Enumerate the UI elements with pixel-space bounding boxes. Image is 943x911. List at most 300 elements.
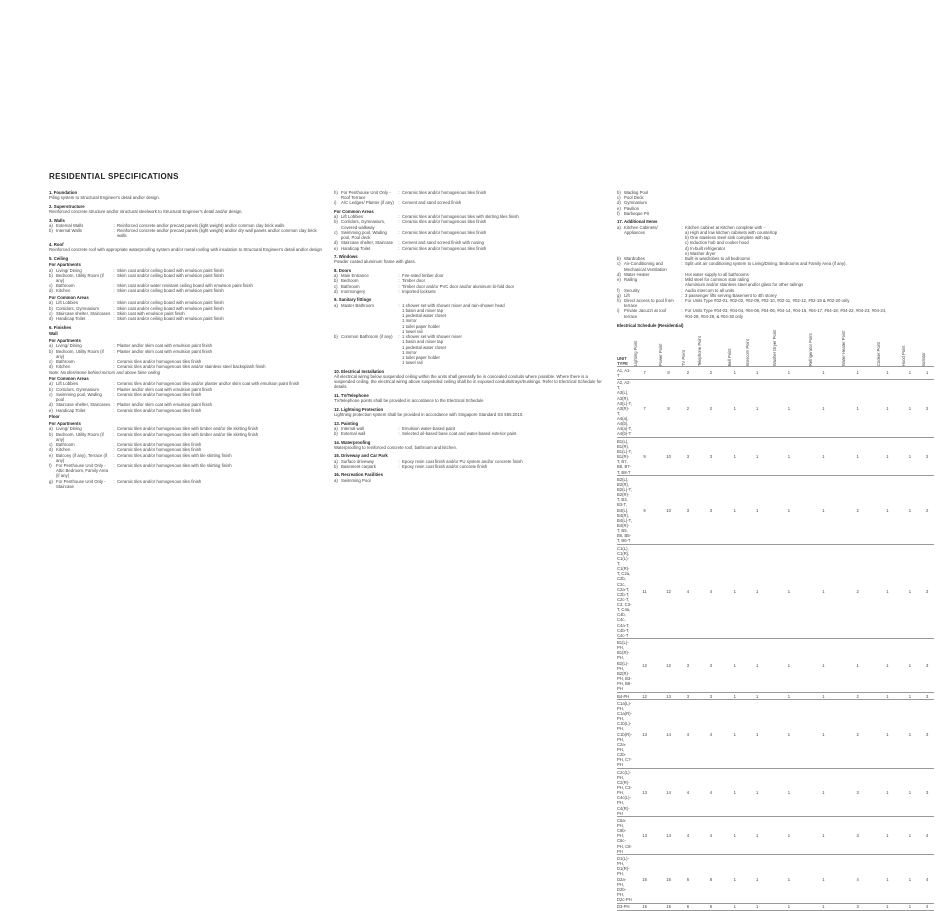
- count-cell: 4: [680, 817, 696, 855]
- item-name: Staircase shelter, Staircases: [56, 402, 111, 408]
- item-description: Skim coat and/or ceiling board with emulsion paint finish: [117, 305, 224, 311]
- column-header: [744, 330, 771, 367]
- count-cell: 1: [807, 639, 840, 692]
- count-cell: 1: [726, 476, 744, 545]
- item-letter: b): [49, 348, 53, 354]
- count-cell: 1: [807, 817, 840, 855]
- section-heading: 1. Foundation: [49, 190, 78, 195]
- spec-section: [49, 242, 322, 252]
- item-name: Railing: [624, 277, 638, 283]
- count-cell: 13: [632, 700, 657, 769]
- column-header-label: Cooker Point: [876, 341, 882, 367]
- spec-section: [334, 407, 604, 417]
- item-letter: c): [49, 310, 53, 316]
- column-header: [726, 330, 744, 367]
- count-cell: 16: [657, 855, 680, 903]
- count-cell: 4: [920, 855, 934, 903]
- column-header: [875, 330, 899, 367]
- item-description: Ceramic tiles and/or homogenous tiles with tile skirting finish: [117, 452, 232, 458]
- item-name: Gymnasium: [624, 200, 647, 206]
- item-description: Plaster and/or skim coat with emulsion paint finish: [117, 402, 213, 408]
- item-colon: :: [113, 364, 115, 370]
- spec-section: [617, 190, 893, 216]
- count-cell: 3: [920, 545, 934, 639]
- item-description: Ceramic tiles and/or homogenous tiles with tile skirting finish: [117, 463, 232, 468]
- count-cell: 3: [840, 817, 875, 855]
- item-description: Epoxy resin coat finish and/or concrete finish: [402, 463, 488, 469]
- item-description: Ceramic tiles and/or homogenous tiles finish: [402, 229, 487, 235]
- item-letter: c): [334, 283, 338, 289]
- item-letter: a): [334, 458, 338, 464]
- count-cell: 1: [726, 639, 744, 692]
- section-note: Note: No tiles/stone behind mirrors and above false ceiling: [49, 369, 161, 375]
- item-description: Imported locksets: [402, 288, 436, 294]
- spec-item: [49, 463, 322, 479]
- column-header: [632, 330, 657, 367]
- count-cell: 1: [771, 769, 807, 817]
- unit-type-cell: A1, A1-T: [617, 367, 631, 378]
- item-description: Plaster and/or skim coat with emulsion paint finish: [117, 386, 213, 392]
- item-description: Ceramic tiles and/or homogenous tiles and/or plaster and/or skim coat with emulsion paint finish: [117, 381, 300, 387]
- table-row: [617, 700, 934, 769]
- item-letter: d): [49, 316, 53, 322]
- item-description: Reinforced concrete and/or precast panels (light weight) and/or dry wall panels and/or common clay brick walls: [117, 228, 317, 239]
- section-heading: 14. Waterproofing: [334, 439, 371, 445]
- count-cell: 1: [900, 903, 921, 910]
- item-description: Ceramic tiles and/or homogenous tiles with skirting tiles finish: [402, 214, 519, 220]
- count-cell: 1: [771, 817, 807, 855]
- item-colon: :: [398, 458, 400, 464]
- item-colon: :: [398, 463, 400, 469]
- item-name: Direct access to pool from terrace: [624, 297, 674, 309]
- column-header: [657, 330, 680, 367]
- item-name: Pavilion: [624, 205, 640, 211]
- spec-section: [334, 421, 604, 437]
- spec-item: [334, 219, 604, 229]
- count-cell: 1: [900, 438, 921, 476]
- item-name: Swimming Pool: [341, 477, 371, 483]
- item-name: Staircase shelter, Staircases: [56, 310, 111, 316]
- section-text: Piling system to Structural Engineer's detail and/or design.: [49, 195, 160, 201]
- count-cell: 1: [807, 379, 840, 438]
- item-colon: :: [113, 402, 115, 408]
- item-description: 1 shower set with shower mixer 1 basin and mixer tap 1 pedestal water closet 1 mirror 1 toilet paper holder 1 towel rail: [402, 334, 462, 366]
- item-description: Emulsion water-based paint: [402, 425, 456, 431]
- unit-type-cell: A2, A2-T, A3(L), A3(R), A3(L)-T, A3(R)-T, A4(a), A4(b), A4(a)-T, A4(b)-T: [617, 380, 632, 437]
- spec-item: [334, 289, 604, 294]
- item-description: Timber door and/or PVC door and/or aluminum bi-fold door: [402, 283, 515, 289]
- item-name: Handicap Toilet: [56, 316, 86, 322]
- count-cell: 1: [744, 692, 771, 699]
- item-colon: :: [113, 288, 115, 294]
- spec-item: [49, 273, 322, 283]
- item-name: Staircase shelter, Staircase: [341, 240, 394, 246]
- spec-item: [49, 316, 322, 321]
- count-cell: 1: [875, 367, 899, 379]
- item-colon: :: [113, 407, 115, 413]
- item-name: Bedroom, Utility Room (if any): [56, 272, 104, 283]
- item-colon: :: [681, 256, 683, 262]
- section-text: Lightning protection system shall be provided in accordance with Singapore Standard SS 555:2010.: [334, 411, 524, 417]
- spec-item: [49, 349, 322, 359]
- item-letter: d): [617, 200, 621, 206]
- subsection-heading: For Apartments: [49, 338, 81, 344]
- spec-section: [334, 369, 604, 390]
- item-description: Ceramic tiles and/or homogenous tiles finish: [117, 407, 202, 413]
- column-header: [920, 330, 934, 367]
- unit-type-cell: C1(L), C1(R), C1(L)-T, C1(R)-T, C2a, C2b, C2c, C2a-T, C2b-T, C2c-T, C3, C3-T, C4a, C4b, C4c, C4a-T, C4b-T, C4c-T: [617, 545, 632, 638]
- count-cell: 1: [771, 903, 807, 910]
- column-header: [807, 330, 840, 367]
- count-cell: 10: [657, 438, 680, 476]
- count-cell: 3: [920, 700, 934, 769]
- spec-item: [49, 392, 322, 402]
- count-cell: 1: [875, 379, 899, 438]
- count-cell: 1: [807, 700, 840, 769]
- count-cell: 1: [900, 692, 921, 699]
- unit-type-cell: C1a(L)-PH, C1a(R)-PH, C1b(L)-PH, C1b(R)-PH, C2a-PH, C2b-PH, C7-PH: [617, 700, 632, 768]
- item-letter: d): [334, 288, 338, 294]
- item-description: For Units Type #02-01, #02-02, #02-09, #02-10, #02-11, #02-12, #02-19 & #02-20 only: [685, 297, 850, 303]
- spec-item: [334, 478, 604, 483]
- unit-type-cell: D3-PH: [617, 903, 632, 910]
- item-colon: :: [113, 343, 115, 349]
- item-description: Ceramic tiles and/or homogenous tiles finish: [402, 190, 487, 195]
- table-row: [617, 367, 934, 379]
- item-name: Surface driveway: [341, 458, 374, 464]
- item-colon: :: [398, 278, 400, 284]
- item-letter: e): [617, 205, 621, 211]
- count-cell: 1: [875, 692, 899, 699]
- item-colon: :: [113, 283, 115, 289]
- count-cell: 4: [920, 903, 934, 910]
- count-cell: 1: [744, 903, 771, 910]
- count-cell: 12: [657, 545, 680, 639]
- count-cell: 1: [900, 379, 921, 438]
- section-heading: 6. Finishes: [49, 324, 72, 330]
- item-letter: e): [49, 452, 53, 458]
- count-cell: 1: [840, 438, 875, 476]
- item-name: Bathroom: [56, 442, 75, 448]
- item-name: External Walls: [56, 222, 84, 228]
- item-colon: :: [398, 273, 400, 279]
- item-letter: a): [49, 343, 53, 349]
- item-colon: :: [681, 287, 683, 293]
- column-header-label: TV Point: [680, 350, 686, 367]
- unit-type-cell: D1(L)-PH, D1(R)-PH, D2a-PH, D2b-PH, D2c-PH: [617, 856, 632, 902]
- count-cell: 3: [920, 769, 934, 817]
- count-cell: 1: [726, 769, 744, 817]
- count-cell: 1: [744, 769, 771, 817]
- subsection-heading: For Common Areas: [49, 376, 89, 382]
- count-cell: 2: [840, 700, 875, 769]
- count-cell: 1: [875, 639, 899, 692]
- count-cell: 1: [875, 903, 899, 910]
- column-header-label: Lighting Point: [632, 340, 638, 367]
- count-cell: 1: [807, 903, 840, 910]
- count-cell: 1: [807, 367, 840, 379]
- item-name: Private Jacuzzi at roof terrace: [624, 308, 667, 319]
- item-letter: c): [617, 261, 621, 267]
- section-heading: 17. Additional Items: [617, 219, 658, 225]
- count-cell: 1: [840, 367, 875, 379]
- item-colon: :: [681, 224, 683, 230]
- item-letter: c): [49, 442, 53, 448]
- item-letter: d): [617, 271, 621, 277]
- spec-section: [334, 472, 604, 482]
- item-description: Kitchen cabinet at Kitchen complete with - a) High and low kitchen cabinets with countertop b) One stainless steel sink complete with tap c) Induction hob and cooker hood d) In-built refrigerator e) Washer dryer: [685, 224, 778, 256]
- spec-item: [617, 308, 893, 318]
- spec-item: [617, 211, 893, 216]
- count-cell: 1: [875, 817, 899, 855]
- spec-column-3: [617, 190, 929, 911]
- unit-type-cell: B4-PH: [617, 692, 632, 699]
- item-name: Living/ Dining: [56, 343, 82, 349]
- spec-section: [334, 209, 604, 251]
- section-heading: 7. Windows: [334, 254, 358, 260]
- item-description: Hot water supply to all bathrooms: [685, 271, 749, 277]
- item-name: Kitchen: [56, 447, 71, 453]
- item-name: External wall: [341, 430, 366, 436]
- section-heading: 11. TV/Telephone: [334, 392, 369, 398]
- item-colon: :: [113, 267, 115, 273]
- item-colon: :: [113, 228, 115, 233]
- item-name: For Penthouse Unit Only - Roof Terrace: [341, 190, 391, 201]
- item-colon: :: [113, 386, 115, 392]
- item-colon: :: [398, 283, 400, 289]
- item-letter: b): [617, 190, 621, 195]
- spec-column-1: [49, 190, 322, 492]
- item-letter: a): [49, 426, 53, 432]
- item-colon: :: [398, 425, 400, 431]
- count-cell: 2: [680, 367, 696, 379]
- item-description: Fire-rated timber door: [402, 273, 444, 279]
- section-heading: 5. Ceiling: [49, 255, 69, 261]
- count-cell: 3: [680, 476, 696, 545]
- item-letter: b): [49, 305, 53, 311]
- spec-column-2: [334, 190, 604, 486]
- item-description: Ceramic tiles and/or homogenous tiles finish: [117, 447, 202, 453]
- count-cell: 4: [696, 769, 726, 817]
- subsection-heading: Floor: [49, 414, 60, 420]
- count-cell: 1: [840, 639, 875, 692]
- item-colon: :: [113, 316, 115, 322]
- count-cell: 1: [875, 855, 899, 903]
- section-text: Reinforced concrete roof with appropriate waterproofing system and/or metal roofing with insulation to Structural Engineer's detail and/or design: [49, 247, 322, 252]
- spec-section: [49, 218, 322, 239]
- spec-item: [334, 190, 604, 200]
- count-cell: 12: [632, 692, 657, 699]
- item-colon: :: [113, 222, 115, 228]
- table-row: [617, 769, 934, 817]
- unit-type-cell: C2c(L)-PH, C2(R)-PH, C3-PH, C4c(L)-PH, C4(R)-PH: [617, 769, 632, 816]
- count-cell: 2: [840, 476, 875, 545]
- item-description: Skim coat with emulsion paint finish: [117, 310, 185, 316]
- item-letter: d): [49, 364, 53, 370]
- section-heading: 16. Recreation Facilities: [334, 472, 383, 478]
- item-letter: a): [334, 302, 338, 308]
- unit-type-header: UNIT TYPE: [617, 355, 628, 367]
- item-colon: :: [113, 391, 115, 397]
- count-cell: 8: [657, 379, 680, 438]
- table-row: [617, 817, 934, 855]
- column-header-label: Water Heater Point: [840, 330, 846, 367]
- item-name: Air-Conditioning and Mechanical Ventilation: [624, 261, 667, 272]
- item-letter: c): [49, 283, 53, 289]
- section-heading: 8. Doors: [334, 267, 352, 273]
- item-colon: :: [681, 308, 683, 314]
- item-description: [402, 478, 604, 483]
- item-description: Plaster and/or skim coat with emulsion paint finish: [117, 348, 213, 354]
- column-header: [840, 330, 875, 367]
- subsection-heading: For Common Areas: [334, 209, 374, 214]
- count-cell: 1: [900, 476, 921, 545]
- item-description: Skim coat and/or ceiling board with emulsion paint finish: [117, 272, 224, 278]
- item-colon: :: [398, 219, 400, 225]
- item-colon: :: [113, 426, 115, 432]
- item-letter: f): [617, 210, 620, 216]
- count-cell: 3: [696, 476, 726, 545]
- item-colon: :: [681, 297, 683, 303]
- count-cell: 9: [632, 476, 657, 545]
- count-cell: 4: [696, 545, 726, 639]
- item-letter: d): [334, 240, 338, 246]
- spec-item: [49, 228, 322, 238]
- schedule-title: Electrical Schedule (Residential): [617, 322, 684, 328]
- item-description: Ceramic tiles and/or homogenous tiles with timber and/or tile skirting finish: [117, 431, 259, 437]
- item-description: Ceramic tiles and/or homogenous tiles finish: [402, 219, 487, 225]
- item-description: Skim coat and/or ceiling board with emulsion paint finish: [117, 316, 224, 322]
- count-cell: 4: [680, 700, 696, 769]
- count-cell: 10: [657, 476, 680, 545]
- item-letter: c): [617, 195, 621, 201]
- count-cell: 12: [632, 639, 657, 692]
- count-cell: 3: [696, 692, 726, 699]
- item-letter: c): [334, 229, 338, 235]
- unit-type-cell: B2(L), B2(R), B2(L)-T, B2(R)-T, B3, B3-T, B4(L), B4(R), B4(L)-T, B4(R)-T, B5, B6, B5-T, B6-T: [617, 476, 632, 544]
- item-name: Barbeque Pit: [624, 210, 649, 216]
- electrical-schedule-table: [617, 330, 934, 911]
- item-description: Timber door: [402, 278, 426, 284]
- item-description: Skim coat and/or water resistant ceiling board with emulsion paint finish: [117, 283, 253, 289]
- page-title: RESIDENTIAL SPECIFICATIONS: [49, 172, 179, 181]
- item-colon: :: [113, 431, 115, 437]
- subsection-heading: For Common Areas: [49, 295, 89, 301]
- item-name: Kitchen: [56, 364, 71, 370]
- item-name: Corridors, Gymnasium: [56, 386, 99, 392]
- count-cell: 14: [657, 769, 680, 817]
- count-cell: 1: [744, 545, 771, 639]
- count-cell: 1: [726, 367, 744, 379]
- item-letter: d): [49, 402, 53, 408]
- spec-item: [617, 277, 893, 287]
- item-description: Selected oil-based base coat and water-based exterior paint: [402, 430, 517, 436]
- count-cell: 1: [900, 855, 921, 903]
- item-letter: b): [617, 256, 621, 262]
- section-heading: 15. Driveway and Car Park: [334, 453, 388, 459]
- count-cell: 3: [840, 769, 875, 817]
- count-cell: 2: [696, 367, 726, 379]
- count-cell: 1: [900, 639, 921, 692]
- count-cell: 1: [840, 379, 875, 438]
- item-name: For Penthouse Unit Only - Staircase: [56, 478, 106, 489]
- count-cell: 1: [744, 476, 771, 545]
- count-cell: 1: [900, 700, 921, 769]
- item-name: Corridors, Gymnasium, Covered walkway: [341, 219, 386, 230]
- item-name: A/C Ledges/ Planter (if any): [341, 200, 394, 206]
- count-cell: 1: [726, 379, 744, 438]
- count-cell: 1: [875, 769, 899, 817]
- count-cell: 3: [840, 903, 875, 910]
- item-colon: :: [398, 245, 400, 251]
- count-cell: 2: [840, 545, 875, 639]
- item-colon: :: [113, 300, 115, 306]
- section-text: TV/telephone points shall be provided in accordance to the Electrical Schedule: [334, 398, 484, 404]
- count-cell: 1: [744, 379, 771, 438]
- count-cell: 1: [807, 769, 840, 817]
- item-description: Ceramic tiles and/or homogenous tiles finish: [117, 442, 202, 448]
- spec-item: [334, 431, 604, 436]
- item-name: Bedroom: [341, 278, 359, 284]
- count-cell: 4: [696, 817, 726, 855]
- count-cell: 3: [696, 639, 726, 692]
- item-colon: :: [398, 214, 400, 220]
- item-letter: b): [334, 219, 338, 225]
- count-cell: 1: [875, 545, 899, 639]
- column-header: [680, 330, 696, 367]
- item-name: Living/ Dining: [56, 267, 82, 273]
- count-cell: 3: [696, 438, 726, 476]
- count-cell: 11: [632, 545, 657, 639]
- count-cell: 3: [920, 692, 934, 699]
- item-colon: :: [113, 305, 115, 311]
- count-cell: 1: [771, 367, 807, 379]
- item-description: Built-in wardrobes to all bedrooms: [685, 256, 750, 262]
- item-letter: e): [334, 245, 338, 251]
- spec-item: [49, 432, 322, 442]
- count-cell: 2: [680, 379, 696, 438]
- count-cell: 1: [807, 545, 840, 639]
- item-name: Lift Lobbies: [56, 381, 78, 387]
- count-cell: 1: [726, 692, 744, 699]
- spec-section: [334, 393, 604, 403]
- item-letter: i): [617, 308, 620, 314]
- item-name: Swimming pool, Wading pool: [56, 391, 102, 403]
- item-letter: b): [49, 386, 53, 392]
- spec-section: [49, 325, 322, 490]
- spec-section: [334, 190, 604, 206]
- count-cell: 6: [680, 855, 696, 903]
- item-description: Ceramic tiles and/or homogenous tiles finish: [117, 391, 202, 397]
- item-colon: :: [681, 277, 683, 283]
- spec-item: [334, 200, 604, 205]
- count-cell: 1: [875, 700, 899, 769]
- item-name: Kitchen Cabinets/ Appliances: [624, 224, 658, 235]
- item-colon: :: [113, 447, 115, 453]
- item-description: Ceramic tiles and/or homogenous tiles finish: [117, 359, 202, 365]
- count-cell: 1: [771, 855, 807, 903]
- count-cell: 16: [657, 903, 680, 910]
- count-cell: 1: [807, 692, 840, 699]
- count-cell: 1: [744, 817, 771, 855]
- table-row: [617, 438, 934, 476]
- count-cell: 2: [920, 476, 934, 545]
- item-description: Skim coat and/or ceiling board with emulsion paint finish: [117, 267, 224, 273]
- item-letter: h): [334, 190, 338, 195]
- item-letter: b): [334, 278, 338, 284]
- item-description: Mild steel for common stair railing Aluminium and/or stainless steel and/or glass for other railings: [685, 277, 804, 288]
- item-description: [685, 211, 893, 216]
